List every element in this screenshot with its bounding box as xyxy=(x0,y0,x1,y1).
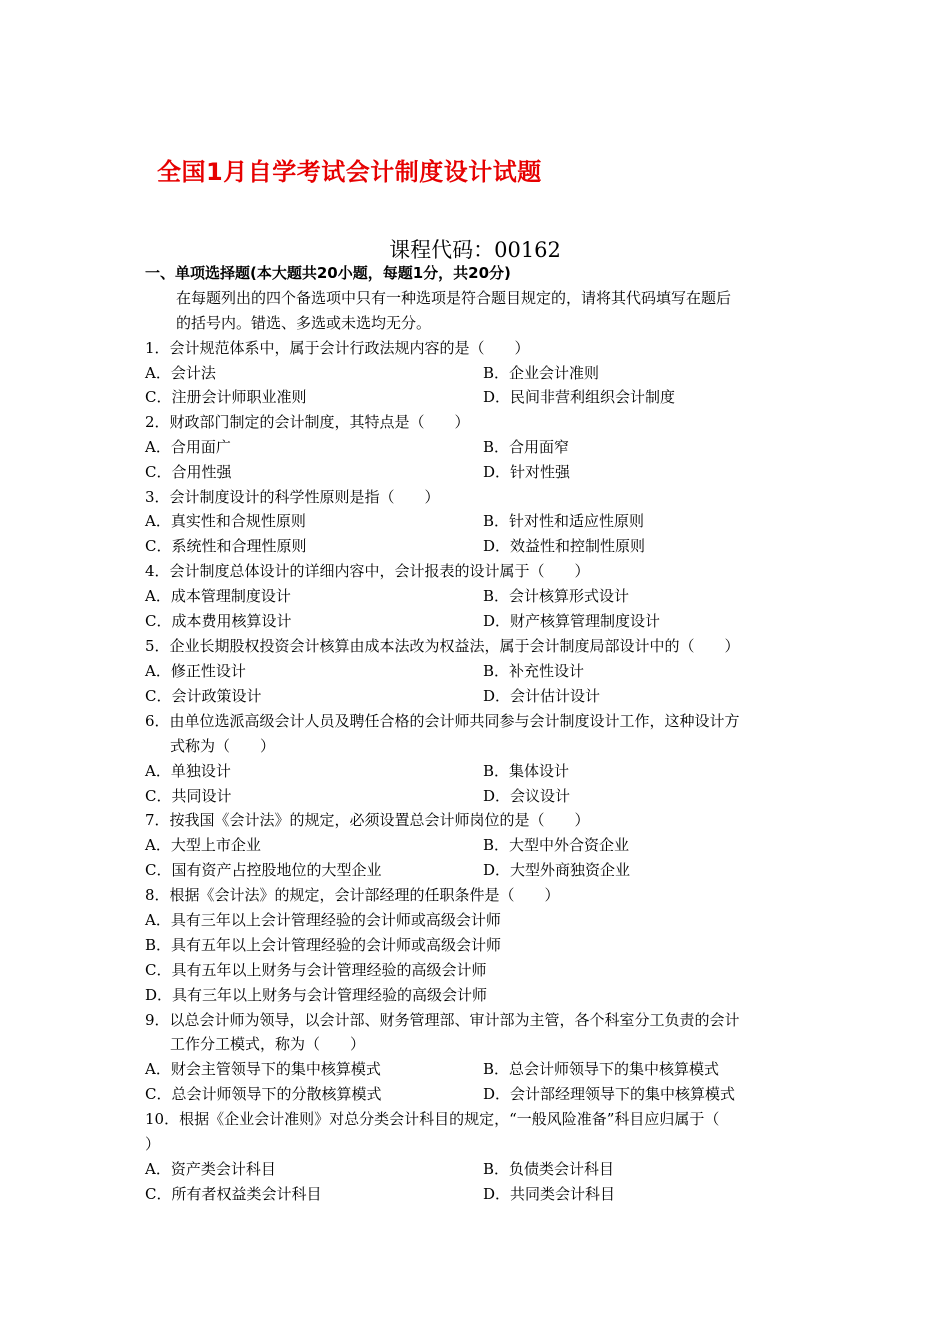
option-b: B．大型中外合资企业 xyxy=(483,836,630,854)
option-d: D．效益性和控制性原则 xyxy=(483,537,646,555)
section-heading: 一、单项选择题(本大题共20小题，每题1分，共20分) xyxy=(145,264,511,282)
question-stem: 2．财政部门制定的会计制度，其特点是（ ） xyxy=(145,413,470,431)
option-d: D．会计估计设计 xyxy=(483,687,601,705)
question-stem-continued: 式称为（ ） xyxy=(170,737,276,755)
option-a: A．具有三年以上会计管理经验的会计师或高级会计师 xyxy=(145,911,501,929)
option-d: D．会计部经理领导下的集中核算模式 xyxy=(483,1085,736,1103)
option-b: B．企业会计准则 xyxy=(483,364,600,382)
option-c: C．会计政策设计 xyxy=(145,687,262,705)
option-b: B．集体设计 xyxy=(483,762,570,780)
option-a: A．单独设计 xyxy=(145,762,231,780)
page-title: 全国1月自学考试会计制度设计试题 xyxy=(157,158,542,186)
option-c: C．总会计师领导下的分散核算模式 xyxy=(145,1085,382,1103)
question-stem: 10．根据《企业会计准则》对总分类会计科目的规定，“一般风险准备”科目应归属于（ xyxy=(145,1110,720,1128)
option-c: C．系统性和合理性原则 xyxy=(145,537,307,555)
option-b: B．会计核算形式设计 xyxy=(483,587,630,605)
option-d: D．具有三年以上财务与会计管理经验的高级会计师 xyxy=(145,986,488,1004)
section-instruction: 的括号内。错选、多选或未选均无分。 xyxy=(176,314,432,332)
question-stem: 9．以总会计师为领导，以会计部、财务管理部、审计部为主管，各个科室分工负责的会计 xyxy=(145,1011,740,1029)
question-stem: 6．由单位选派高级会计人员及聘任合格的会计师共同参与会计制度设计工作，这种设计方 xyxy=(145,712,740,730)
option-d: D．民间非营利组织会计制度 xyxy=(483,388,676,406)
option-c: C．具有五年以上财务与会计管理经验的高级会计师 xyxy=(145,961,487,979)
option-d: D．会议设计 xyxy=(483,787,571,805)
option-d: D．共同类会计科目 xyxy=(483,1185,616,1203)
section-instruction: 在每题列出的四个备选项中只有一种选项是符合题目规定的，请将其代码填写在题后 xyxy=(176,289,732,307)
question-stem: 7．按我国《会计法》的规定，必须设置总会计师岗位的是（ ） xyxy=(145,811,590,829)
question-stem: 3．会计制度设计的科学性原则是指（ ） xyxy=(145,488,440,506)
option-b: B．补充性设计 xyxy=(483,662,585,680)
option-d: D．针对性强 xyxy=(483,463,571,481)
question-stem-continued: ） xyxy=(145,1135,161,1153)
option-d: D．大型外商独资企业 xyxy=(483,861,631,879)
option-a: A．会计法 xyxy=(145,364,216,382)
option-a: A．资产类会计科目 xyxy=(145,1160,276,1178)
option-c: C．共同设计 xyxy=(145,787,232,805)
option-a: A．成本管理制度设计 xyxy=(145,587,291,605)
option-a: A．大型上市企业 xyxy=(145,836,261,854)
option-c: C．合用性强 xyxy=(145,463,232,481)
option-c: C．注册会计师职业准则 xyxy=(145,388,307,406)
option-d: D．财产核算管理制度设计 xyxy=(483,612,661,630)
option-c: C．所有者权益类会计科目 xyxy=(145,1185,322,1203)
option-c: C．国有资产占控股地位的大型企业 xyxy=(145,861,382,879)
question-stem: 4．会计制度总体设计的详细内容中，会计报表的设计属于（ ） xyxy=(145,562,590,580)
option-b: B．具有五年以上会计管理经验的会计师或高级会计师 xyxy=(145,936,502,954)
option-a: A．修正性设计 xyxy=(145,662,246,680)
course-code: 课程代码：00162 xyxy=(389,238,561,262)
option-c: C．成本费用核算设计 xyxy=(145,612,292,630)
question-stem: 8．根据《会计法》的规定，会计部经理的任职条件是（ ） xyxy=(145,886,560,904)
question-stem: 5．企业长期股权投资会计核算由成本法改为权益法，属于会计制度局部设计中的（ ） xyxy=(145,637,740,655)
option-b: B．针对性和适应性原则 xyxy=(483,512,645,530)
option-b: B．总会计师领导下的集中核算模式 xyxy=(483,1060,720,1078)
option-a: A．真实性和合规性原则 xyxy=(145,512,306,530)
question-stem: 1．会计规范体系中，属于会计行政法规内容的是（ ） xyxy=(145,339,530,357)
option-a: A．财会主管领导下的集中核算模式 xyxy=(145,1060,381,1078)
option-b: B．合用面窄 xyxy=(483,438,570,456)
option-a: A．合用面广 xyxy=(145,438,231,456)
option-b: B．负债类会计科目 xyxy=(483,1160,615,1178)
question-stem-continued: 工作分工模式，称为（ ） xyxy=(170,1035,366,1053)
